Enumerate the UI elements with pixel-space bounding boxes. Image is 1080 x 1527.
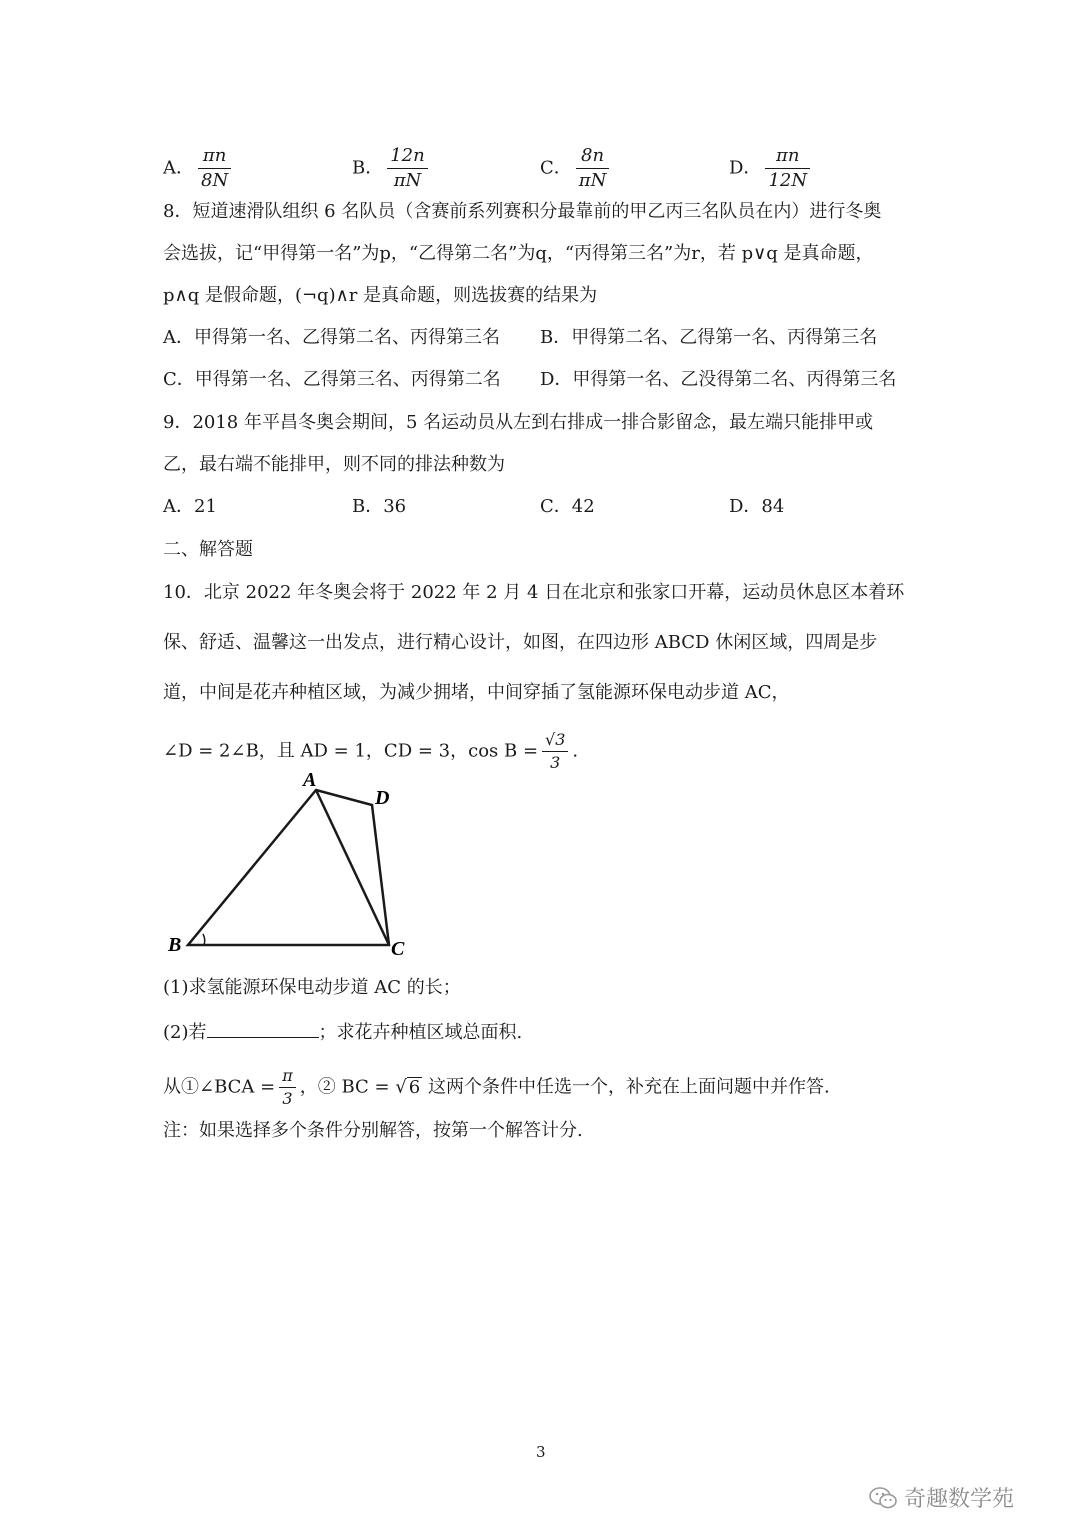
q10-line-2: 保、舒适、温馨这一出发点，进行精心设计，如图，在四边形 ABCD 休闲区域，四周是步 [163,632,878,653]
label-a: A [303,769,317,791]
page-number: 3 [536,1443,546,1461]
quadrilateral-diagram [155,765,425,965]
q10-line-1: 10．北京 2022 年冬奥会将于 2022 年 2 月 4 日在北京和张家口开幕，运动员休息区本着环 [163,582,905,603]
q8-option-d: D．甲得第一名、乙没得第二名、丙得第三名 [540,369,897,390]
q7-option-b: B． $\frac{12n}{\pi N}$ [352,145,432,192]
section-title: 二、解答题 [163,539,253,560]
q7-option-a: A． $\frac{\pi n}{8N}$ [163,145,235,192]
q10-conditions: 从①∠BCA = $\frac{\pi}{3}$ ，② BC = √ 6 这两个条件中任选一个，补充在上面问题中并作答. [163,1066,830,1108]
label-d: D [375,787,390,809]
q9-option-c: C．42 [540,496,595,517]
q7-option-c: C． $\frac{8n}{\pi N}$ [540,145,613,192]
q8-line-2: 会选拔，记“甲得第一名”为p，“乙得第二名”为q，“丙得第三名”为r，若 p∨q 是真命题， [163,243,874,264]
q8-line-3: p∧q 是假命题，(¬q)∧r 是真命题，则选拔赛的结果为 [163,285,598,306]
q9-line-1: 9．2018 年平昌冬奥会期间，5 名运动员从左到右排成一排合影留念，最左端只能排甲或 [163,412,874,433]
q10-sub-2: (2)若 ；求花卉种植区域总面积. [163,1022,523,1043]
q8-option-b: B．甲得第二名、乙得第一名、丙得第三名 [540,327,878,348]
label-b: B [168,934,182,956]
q10-line-4: ∠D = 2∠B，且 AD = 1，CD = 3，cos B = $\frac{√3}{3}$ . [163,730,579,772]
q9-line-2: 乙，最右端不能排甲，则不同的排法种数为 [163,454,505,475]
q10-line-3: 道，中间是花卉种植区域，为减少拥堵，中间穿插了氢能源环保电动步道 AC， [163,682,790,703]
q8-option-c: C．甲得第一名、乙得第三名、丙得第二名 [163,369,501,390]
q9-option-a: A．21 [163,496,217,517]
q9-option-b: B．36 [352,496,407,517]
angle-b-arc [203,934,205,945]
label-c: C [391,938,405,960]
q7-option-d: D． $\frac{\pi n}{12N}$ [729,145,814,192]
q8-option-a: A．甲得第一名、乙得第二名、丙得第三名 [163,327,500,348]
q10-sub-1: (1)求氢能源环保电动步道 AC 的长； [163,977,461,998]
q8-line-1: 8．短道速滑队组织 6 名队员（含赛前系列赛积分最靠前的甲乙丙三名队员在内）进行冬奥 [163,201,882,222]
watermark [868,1482,1014,1513]
q9-option-d: D．84 [729,496,785,517]
diagonal-ac [316,790,389,945]
watermark-text: 奇趣数学苑 [904,1487,1015,1512]
answer-blank [207,1021,319,1038]
q10-note: 注：如果选择多个条件分别解答，按第一个解答计分. [163,1120,583,1141]
wechat-icon [868,1485,898,1511]
quadrilateral-abcd [188,790,389,945]
